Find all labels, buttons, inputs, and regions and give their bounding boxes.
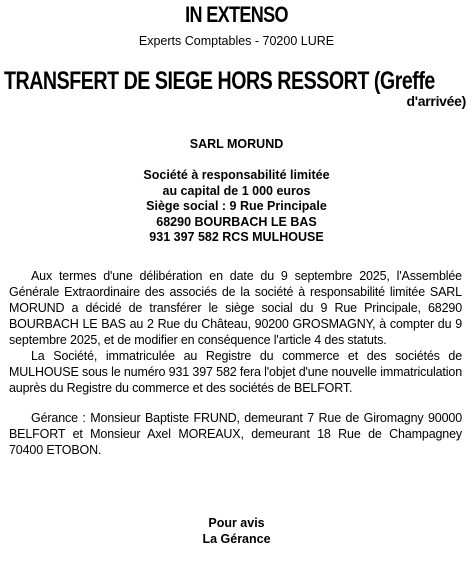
paragraph-text: La Société, immatriculée au Registre du commerce et des sociétés de MULHOUSE sous le numéro 931 397 582 fera l'objet d'une nouvelle immatriculation auprès du Registre du commerce et des sociétés de BELFORT. <box>9 349 462 395</box>
company-capital: au capital de 1 000 euros <box>162 183 311 198</box>
notice-title: TRANSFERT DE SIEGE HORS RESSORT (Greffe <box>4 67 435 95</box>
company-name: SARL MORUND <box>189 137 284 151</box>
agency-name: IN EXTENSO <box>185 2 288 27</box>
company-postcode-city: 68290 BOURBACH LE BAS <box>156 214 317 229</box>
paragraph-text: Gérance : Monsieur Baptiste FRUND, demeurant 7 Rue de Giromagny 90000 BELFORT et Monsieur Axel MOREAUX, demeurant 18 Rue de Champagney 70400 ETOBON. <box>9 411 462 457</box>
paragraph-transfer-decision <box>9 268 462 348</box>
signoff <box>0 516 473 547</box>
company-rcs-number: 931 397 582 RCS MULHOUSE <box>149 230 324 244</box>
signoff-line-2: La Gérance <box>202 531 271 546</box>
paragraph-text: Aux termes d'une délibération en date du 9 septembre 2025, l'Assemblée Générale Extraordinaire des associés de la société à responsabilité limitée SARL MORUND a décidé de transférer le siège social du 9 Rue Principale, 68290 BOURBACH LE BAS au 2 Rue du Château, 90200 GROSMAGNY, à compter du 9 septembre 2025, et de modifier en conséquence l'article 4 des statuts. <box>9 269 462 347</box>
signoff-line-1: Pour avis <box>208 516 265 530</box>
company-registered-office: Siège social : 9 Rue Principale <box>146 199 327 213</box>
paragraph-registration <box>9 348 462 396</box>
paragraph-management <box>9 410 462 458</box>
notice-title-continuation: d'arrivée) <box>406 93 466 109</box>
company-details <box>0 168 473 246</box>
agency-subtitle: Experts Comptables - 70200 LURE <box>138 34 335 48</box>
company-legal-form: Société à responsabilité limitée <box>143 168 330 182</box>
